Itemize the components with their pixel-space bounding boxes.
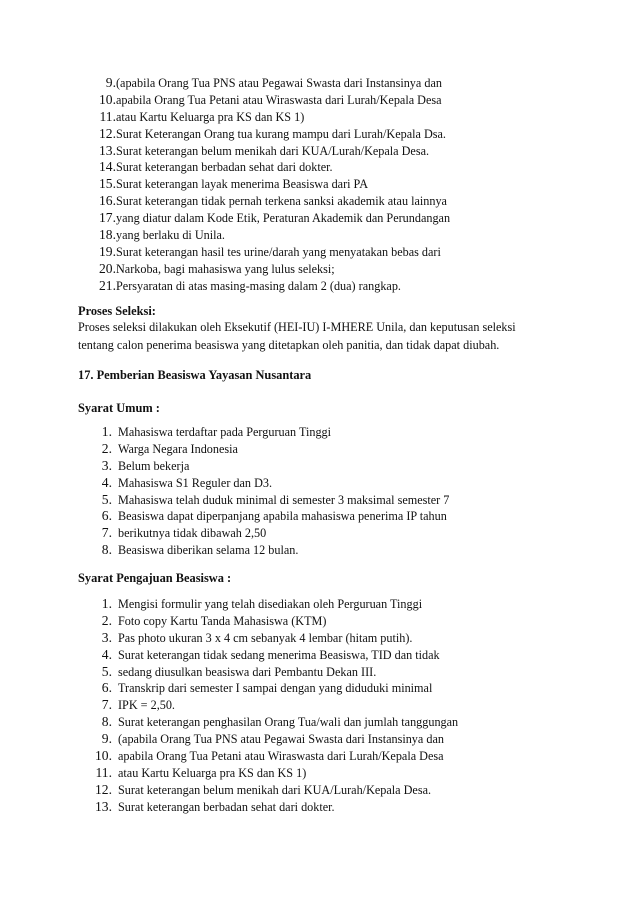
list-item-number: 15. (99, 176, 116, 192)
list-item (94, 765, 614, 782)
list-item-number: 5. (101, 663, 112, 679)
list-item (94, 261, 614, 278)
list-item-number: 8. (101, 714, 112, 730)
list-item-number: 19. (99, 243, 116, 259)
list-item-number: 3. (101, 457, 112, 473)
list-item-number: 12. (95, 781, 112, 797)
list-item-text: IPK = 2,50. (118, 698, 175, 713)
list-item-text: Belum bekerja (118, 458, 190, 473)
list-item (94, 458, 614, 475)
list-item-text: Surat Keterangan Orang tua kurang mampu dari Lurah/Kepala Dsa. (116, 126, 446, 141)
list-item (94, 75, 614, 92)
list-item (94, 244, 614, 261)
list-item (94, 193, 614, 210)
list-item (94, 126, 614, 143)
list-item-number: 2. (101, 440, 112, 456)
list-item-number: 11. (95, 764, 112, 780)
list-item (94, 714, 614, 731)
proses-seleksi-line-1: Proses seleksi dilakukan oleh Eksekutif (HEI-IU) I-MHERE Unila, dan keputusan seleksi (78, 320, 516, 334)
list-item-number: 1. (101, 424, 112, 439)
list-item (94, 782, 614, 799)
list-item (94, 697, 614, 714)
list-item-text: Beasiswa diberikan selama 12 bulan. (118, 543, 299, 558)
list-item-text: (apabila Orang Tua PNS atau Pegawai Swasta dari Instansinya dan (118, 732, 444, 747)
list-item (94, 596, 614, 613)
list-item-text: atau Kartu Keluarga pra KS dan KS 1) (116, 109, 305, 124)
list-item-number: 21. (99, 277, 116, 293)
list-item (94, 424, 614, 441)
proses-seleksi-heading: Proses Seleksi: (78, 304, 156, 318)
list-item-number: 6. (101, 508, 112, 524)
list-item-text: (apabila Orang Tua PNS atau Pegawai Swasta dari Instansinya dan (116, 76, 442, 90)
list-item (94, 525, 614, 542)
list-item-number: 13. (95, 798, 112, 814)
list-item-text: Surat keterangan belum menikah dari KUA/Lurah/Kepala Desa. (116, 143, 430, 158)
list-item-text: Surat keterangan tidak sedang menerima Beasiswa, TID dan tidak (118, 647, 440, 662)
list-item-text: Surat keterangan penghasilan Orang Tua/wali dan jumlah tanggungan (118, 715, 459, 730)
section-17-title: 17. Pemberian Beasiswa Yayasan Nusantara (78, 368, 312, 382)
list-item-text: yang berlaku di Unila. (116, 228, 225, 243)
proses-seleksi-line-2: tentang calon penerima beasiswa yang ditetapkan oleh panitia, dan tidak dapat diubah. (78, 338, 500, 352)
list-item (94, 278, 614, 295)
list-item-number: 2. (101, 612, 112, 628)
list-item (94, 630, 614, 647)
list-item-text: Narkoba, bagi mahasiswa yang lulus seleksi; (116, 261, 335, 276)
list-item-text: sedang diusulkan beasiswa dari Pembantu Dekan III. (118, 664, 377, 679)
list-item-number: 5. (101, 491, 112, 507)
requirements-list-continued (94, 75, 614, 295)
list-item-number: 4. (101, 646, 112, 662)
list-item-text: Surat keterangan hasil tes urine/darah yang menyatakan bebas dari (116, 244, 441, 259)
list-item-number: 20. (99, 260, 116, 276)
list-item (94, 647, 614, 664)
list-item-text: Surat keterangan layak menerima Beasiswa dari PA (116, 177, 369, 192)
list-item (94, 664, 614, 681)
list-item-text: Surat keterangan berbadan sehat dari dokter. (116, 160, 333, 175)
list-item (94, 109, 614, 126)
list-item (94, 176, 614, 193)
list-item-number: 11. (99, 108, 116, 124)
list-item-number: 18. (99, 227, 116, 243)
list-item-number: 17. (99, 210, 116, 226)
list-item (94, 748, 614, 765)
syarat-umum-list (94, 424, 614, 559)
list-item-number: 7. (101, 525, 112, 541)
list-item-text: Persyaratan di atas masing-masing dalam 2 (dua) rangkap. (116, 278, 401, 293)
list-item (94, 799, 614, 816)
list-item (94, 210, 614, 227)
syarat-pengajuan-list (94, 596, 614, 816)
list-item-number: 4. (101, 474, 112, 490)
list-item-number: 9. (105, 75, 116, 90)
list-item-number: 14. (99, 159, 116, 175)
list-item-number: 16. (99, 193, 116, 209)
list-item-number: 13. (99, 142, 116, 158)
list-item-number: 7. (101, 697, 112, 713)
list-item (94, 92, 614, 109)
list-item-text: Mahasiswa S1 Reguler dan D3. (118, 475, 273, 490)
list-item (94, 441, 614, 458)
proses-seleksi-paragraph (78, 318, 558, 354)
list-item-number: 3. (101, 629, 112, 645)
list-item-number: 9. (101, 731, 112, 747)
list-item-number: 1. (101, 596, 112, 611)
list-item (94, 508, 614, 525)
list-item-text: apabila Orang Tua Petani atau Wiraswasta dari Lurah/Kepala Desa (116, 92, 442, 107)
list-item-text: yang diatur dalam Kode Etik, Peraturan Akademik dan Perundangan (116, 211, 451, 226)
list-item (94, 492, 614, 509)
list-item-number: 12. (99, 125, 116, 141)
list-item-text: Foto copy Kartu Tanda Mahasiswa (KTM) (118, 613, 327, 628)
list-item-text: Warga Negara Indonesia (118, 441, 238, 456)
list-item (94, 542, 614, 559)
list-item-text: apabila Orang Tua Petani atau Wiraswasta dari Lurah/Kepala Desa (118, 749, 444, 764)
list-item-text: Surat keterangan tidak pernah terkena sanksi akademik atau lainnya (116, 194, 447, 209)
list-item (94, 731, 614, 748)
list-item-number: 10. (95, 748, 112, 764)
list-item (94, 475, 614, 492)
list-item-text: Pas photo ukuran 3 x 4 cm sebanyak 4 lembar (hitam putih). (118, 630, 413, 645)
list-item-text: atau Kartu Keluarga pra KS dan KS 1) (118, 765, 307, 780)
list-item-text: Transkrip dari semester I sampai dengan yang diduduki minimal (118, 681, 433, 696)
syarat-pengajuan-heading: Syarat Pengajuan Beasiswa : (78, 571, 232, 585)
list-item-text: Mahasiswa telah duduk minimal di semester 3 maksimal semester 7 (118, 492, 450, 507)
list-item (94, 680, 614, 697)
list-item-text: berikutnya tidak dibawah 2,50 (118, 526, 267, 541)
list-item (94, 227, 614, 244)
list-item-text: Mengisi formulir yang telah disediakan oleh Perguruan Tinggi (118, 597, 423, 611)
list-item-text: Surat keterangan belum menikah dari KUA/Lurah/Kepala Desa. (118, 782, 432, 797)
list-item-text: Mahasiswa terdaftar pada Perguruan Tinggi (118, 425, 332, 439)
syarat-umum-heading: Syarat Umum : (78, 401, 160, 415)
list-item-text: Beasiswa dapat diperpanjang apabila mahasiswa penerima IP tahun (118, 509, 447, 524)
list-item-number: 10. (99, 91, 116, 107)
list-item (94, 143, 614, 160)
list-item-number: 8. (101, 542, 112, 558)
list-item-text: Surat keterangan berbadan sehat dari dokter. (118, 799, 335, 814)
list-item (94, 159, 614, 176)
list-item (94, 613, 614, 630)
list-item-number: 6. (101, 680, 112, 696)
